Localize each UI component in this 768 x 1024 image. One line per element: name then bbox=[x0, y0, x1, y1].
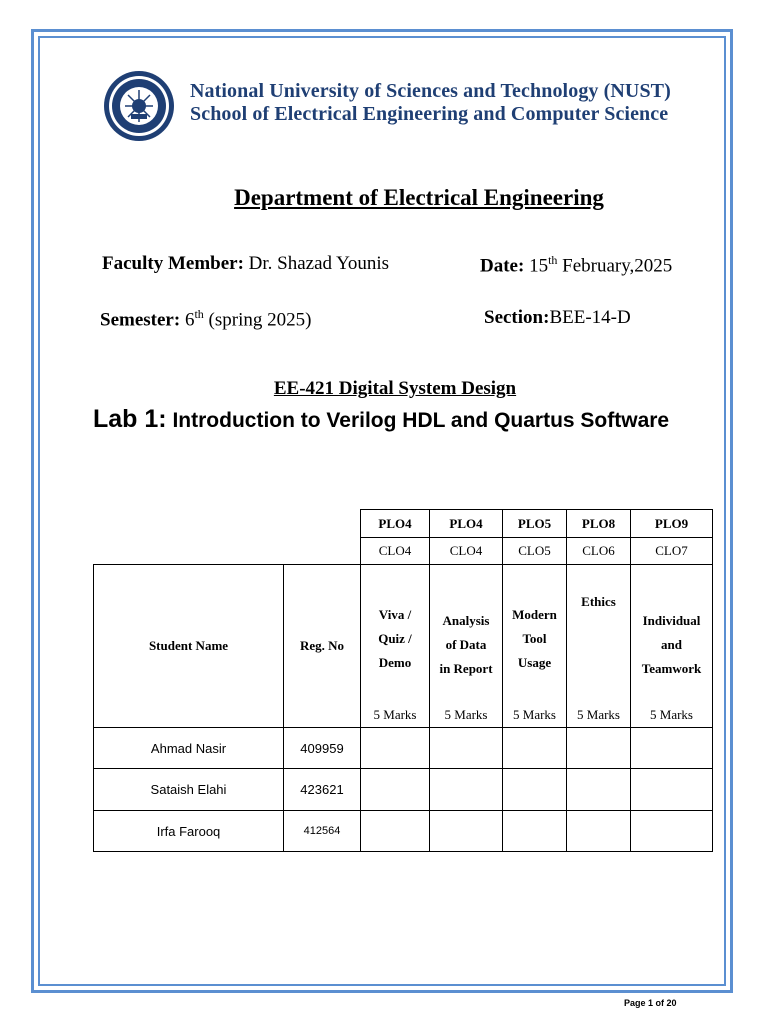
date-label: Date: bbox=[480, 255, 525, 277]
marks-label: 5 Marks bbox=[373, 707, 417, 722]
criterion-line: in Report bbox=[439, 661, 493, 676]
nust-seal-icon bbox=[100, 70, 178, 142]
reg-no: 423621 bbox=[284, 769, 361, 811]
page-number: Page 1 of 20 bbox=[624, 998, 677, 1008]
lab-number: Lab 1: bbox=[93, 405, 167, 433]
criterion-line: Analysis bbox=[442, 613, 490, 628]
criterion-line: Modern bbox=[512, 607, 557, 622]
blank-cell bbox=[284, 538, 361, 565]
score-cell[interactable] bbox=[361, 769, 430, 811]
lab-title bbox=[93, 406, 675, 434]
score-cell[interactable] bbox=[361, 728, 430, 769]
score-cell[interactable] bbox=[631, 728, 713, 769]
section-field bbox=[484, 307, 631, 329]
section-value: BEE-14-D bbox=[549, 307, 631, 328]
clo-cell: CLO6 bbox=[567, 538, 631, 565]
clo-cell: CLO4 bbox=[361, 538, 430, 565]
criterion-line: Teamwork bbox=[641, 661, 702, 676]
student-name: Irfa Farooq bbox=[94, 811, 284, 852]
clo-cell: CLO5 bbox=[503, 538, 567, 565]
plo-cell: PLO4 bbox=[361, 510, 430, 538]
criterion-line: Viva / bbox=[378, 607, 412, 622]
blank-cell bbox=[94, 538, 284, 565]
score-cell[interactable] bbox=[503, 769, 567, 811]
date-rest: February,2025 bbox=[562, 255, 673, 277]
assessment-table bbox=[93, 509, 713, 852]
reg-no: 412564 bbox=[284, 811, 361, 852]
course-title: EE-421 Digital System Design bbox=[273, 378, 517, 399]
score-cell[interactable] bbox=[631, 769, 713, 811]
student-name: Ahmad Nasir bbox=[94, 728, 284, 769]
score-cell[interactable] bbox=[430, 769, 503, 811]
semester-num: 6 bbox=[184, 309, 195, 331]
lab-topic: Introduction to Verilog HDL and Quartus Software bbox=[172, 409, 670, 432]
criterion-line: Usage bbox=[517, 655, 552, 670]
university-name: National University of Sciences and Technology (NUST) bbox=[190, 80, 671, 102]
score-cell[interactable] bbox=[567, 769, 631, 811]
semester-label: Semester: bbox=[100, 309, 181, 331]
semester-field bbox=[100, 307, 311, 331]
student-name-header: Student Name bbox=[94, 565, 284, 728]
criterion-line: Ethics bbox=[581, 594, 616, 609]
faculty-label: Faculty Member: bbox=[102, 253, 244, 274]
criterion-line: Tool bbox=[522, 631, 547, 646]
table-row bbox=[94, 728, 713, 769]
header-row bbox=[94, 565, 713, 728]
faculty-value: Dr. Shazad Younis bbox=[248, 253, 390, 274]
table-row bbox=[94, 811, 713, 852]
marks-label: 5 Marks bbox=[577, 707, 620, 722]
clo-cell: CLO4 bbox=[430, 538, 503, 565]
score-cell[interactable] bbox=[631, 811, 713, 852]
blank-cell bbox=[284, 510, 361, 538]
table-row bbox=[94, 769, 713, 811]
criterion-ethics bbox=[567, 565, 631, 728]
plo-row bbox=[94, 510, 713, 538]
department-title: Department of Electrical Engineering bbox=[234, 185, 604, 210]
criterion-line: of Data bbox=[445, 637, 487, 652]
date-day: 15 bbox=[529, 255, 549, 277]
plo-cell: PLO4 bbox=[430, 510, 503, 538]
score-cell[interactable] bbox=[567, 811, 631, 852]
date-suffix: th bbox=[548, 253, 558, 267]
criterion-line: Quiz / bbox=[378, 631, 412, 646]
criterion-teamwork bbox=[631, 565, 713, 728]
school-name: School of Electrical Engineering and Computer Science bbox=[190, 103, 669, 125]
faculty-field bbox=[102, 253, 389, 275]
score-cell[interactable] bbox=[361, 811, 430, 852]
score-cell[interactable] bbox=[430, 811, 503, 852]
student-name: Sataish Elahi bbox=[94, 769, 284, 811]
semester-suffix: th bbox=[194, 307, 204, 321]
clo-cell: CLO7 bbox=[631, 538, 713, 565]
criterion-line: Demo bbox=[378, 655, 412, 670]
criterion-viva bbox=[361, 565, 430, 728]
score-cell[interactable] bbox=[503, 728, 567, 769]
reg-no-header: Reg. No bbox=[284, 565, 361, 728]
criterion-line: and bbox=[661, 637, 682, 652]
criterion-modern-tool bbox=[503, 565, 567, 728]
clo-row bbox=[94, 538, 713, 565]
criterion-analysis bbox=[430, 565, 503, 728]
score-cell[interactable] bbox=[567, 728, 631, 769]
marks-label: 5 Marks bbox=[444, 707, 488, 722]
score-cell[interactable] bbox=[430, 728, 503, 769]
reg-no: 409959 bbox=[284, 728, 361, 769]
plo-cell: PLO5 bbox=[503, 510, 567, 538]
date-field bbox=[480, 253, 672, 277]
score-cell[interactable] bbox=[503, 811, 567, 852]
marks-label: 5 Marks bbox=[650, 707, 693, 722]
plo-cell: PLO9 bbox=[631, 510, 713, 538]
criterion-line: Individual bbox=[642, 613, 701, 628]
semester-rest: (spring 2025) bbox=[208, 309, 312, 331]
blank-cell bbox=[94, 510, 284, 538]
plo-cell: PLO8 bbox=[567, 510, 631, 538]
marks-label: 5 Marks bbox=[513, 707, 556, 722]
section-label: Section: bbox=[484, 307, 550, 328]
